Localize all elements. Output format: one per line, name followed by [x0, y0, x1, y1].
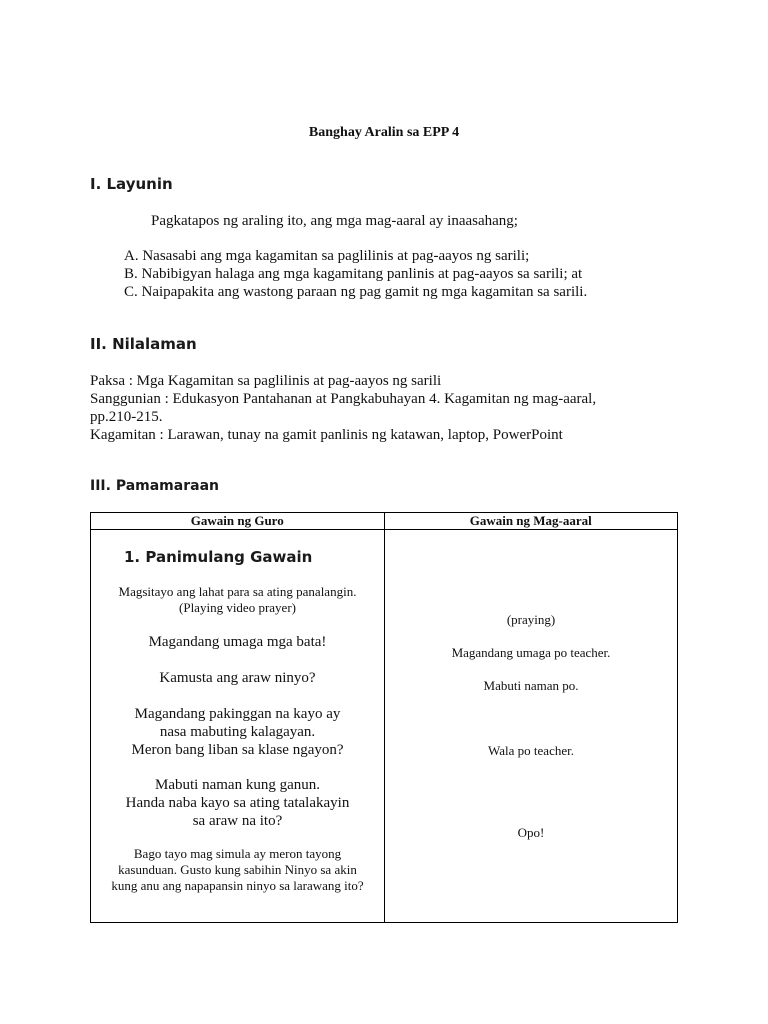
student-response: Magandang umaga po teacher.	[451, 645, 611, 660]
student-response: Wala po teacher.	[488, 743, 574, 758]
teacher-line: kasunduan. Gusto kung sabihin Ninyo sa akin	[118, 862, 357, 877]
panimulang-gawain-heading: 1. Panimulang Gawain	[124, 548, 313, 566]
teacher-line: Magandang umaga mga bata!	[148, 634, 327, 650]
sanggunian-line: Sanggunian : Edukasyon Pantahanan at Pangkabuhayan 4. Kagamitan ng mag-aaral,	[90, 391, 597, 407]
teacher-cell	[91, 530, 385, 923]
objectives-list	[124, 247, 587, 301]
teacher-line: nasa mabuting kalagayan.	[159, 724, 316, 740]
teacher-line: Meron bang liban sa klase ngayon?	[131, 742, 344, 758]
table-row	[91, 530, 678, 923]
teacher-line: Handa naba kayo sa ating tatalakayin	[125, 795, 350, 811]
section-heading-layunin: I. Layunin	[90, 175, 173, 193]
header-teacher: Gawain ng Guro	[91, 513, 385, 530]
objective-item: A. Nasasabi ang mga kagamitan sa paglilinis at pag-aayos ng sarili;	[124, 248, 530, 264]
teacher-block-prayer	[91, 584, 384, 616]
teacher-block-greeting	[91, 633, 384, 651]
lesson-table	[90, 512, 678, 923]
teacher-line: (Playing video prayer)	[179, 600, 296, 615]
teacher-block-kasunduan	[91, 846, 384, 894]
student-cell	[384, 530, 678, 923]
teacher-line: Bago tayo mag simula ay meron tayong	[133, 846, 342, 861]
sanggunian-pages: pp.210-215.	[90, 409, 163, 425]
teacher-line: sa araw na ito?	[192, 813, 283, 829]
teacher-line: Kamusta ang araw ninyo?	[159, 670, 316, 686]
nilalaman-content	[90, 372, 690, 444]
section-heading-nilalaman: II. Nilalaman	[90, 335, 197, 353]
teacher-block-attendance	[91, 705, 384, 759]
table-header-row	[91, 513, 678, 530]
teacher-block-ready	[91, 776, 384, 830]
student-response: Mabuti naman po.	[483, 678, 579, 693]
student-response: (praying)	[506, 612, 556, 627]
teacher-line: kung anu ang napapansin ninyo sa larawang ito?	[111, 878, 364, 893]
section-heading-pamamaraan: III. Pamamaraan	[90, 478, 219, 494]
document-title: Banghay Aralin sa EPP 4	[308, 125, 460, 140]
teacher-line: Magsitayo ang lahat para sa ating panalangin.	[118, 584, 357, 599]
objective-item: B. Nabibigyan halaga ang mga kagamitang panlinis at pag-aayos sa sarili; at	[124, 266, 583, 282]
objective-item: C. Naipapakita ang wastong paraan ng pag gamit ng mga kagamitan sa sarili.	[124, 284, 588, 300]
header-student: Gawain ng Mag-aaral	[384, 513, 678, 530]
paksa-line: Paksa : Mga Kagamitan sa paglilinis at pag-aayos ng sarili	[90, 373, 442, 389]
layunin-intro: Pagkatapos ng araling ito, ang mga mag-aaral ay inaasahang;	[151, 213, 518, 229]
teacher-block-kamusta	[91, 669, 384, 687]
teacher-line: Magandang pakinggan na kayo ay	[134, 706, 341, 722]
kagamitan-line: Kagamitan : Larawan, tunay na gamit panlinis ng katawan, laptop, PowerPoint	[90, 427, 563, 443]
student-response: Opo!	[517, 825, 545, 840]
teacher-line: Mabuti naman kung ganun.	[155, 777, 320, 793]
